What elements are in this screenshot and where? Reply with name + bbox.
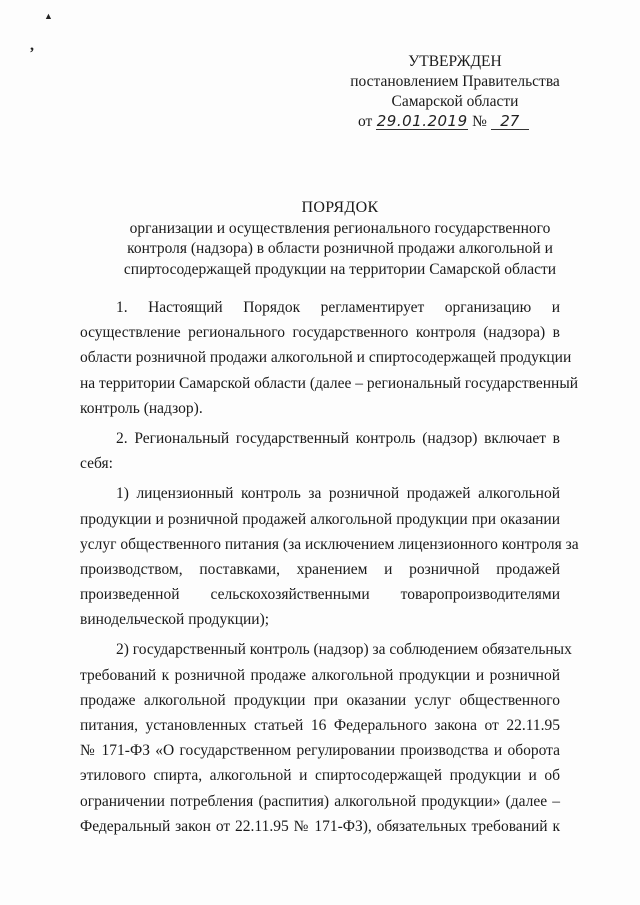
number-prefix: №: [472, 113, 487, 130]
paragraph-line: 2) государственный контроль (надзор) за соблюдением обязательных: [116, 641, 572, 659]
paragraph-line: осуществление регионального государственного контроля (надзора) в: [80, 324, 560, 342]
handwritten-date: 29.01.2019: [376, 112, 468, 130]
paragraph-line: на территории Самарской области (далее – региональный государственный: [80, 374, 579, 392]
paragraph-line: этилового спирта, алкогольной и спиртосодержащей продукции и об: [80, 767, 560, 785]
paragraph-line: себя:: [80, 455, 113, 473]
paragraph-line: 1) лицензионный контроль за розничной продажей алкогольной: [116, 485, 560, 503]
paragraph-line: питания, установленных статьей 16 Федерального закона от 22.11.95: [80, 717, 560, 734]
document-title: [80, 198, 600, 280]
paragraph-line: контроль (надзор).: [80, 399, 203, 417]
paragraph-line: произведенной сельскохозяйственными товаропроизводителями: [80, 586, 560, 604]
approval-date-line: [340, 112, 570, 132]
paragraph-line: продаже алкогольной продукции при оказании услуг общественного: [80, 691, 560, 709]
paragraph-line: услуг общественного питания (за исключением лицензионного контроля за: [80, 535, 579, 553]
scan-mark: ▲: [44, 11, 53, 21]
approval-line-2: Самарской области: [391, 93, 519, 110]
paragraph-line: 2. Региональный государственный контроль (надзор) включает в: [116, 429, 560, 447]
date-prefix: от: [358, 113, 373, 130]
paragraph-line: [80, 839, 560, 864]
paragraph-line: продукции и розничной продажей алкогольной продукции при оказании: [80, 510, 560, 528]
paragraph-line: 1. Настоящий Порядок регламентирует организацию и: [116, 299, 560, 316]
paragraph-line: винодельческой продукции);: [80, 611, 270, 629]
title-line: организации и осуществления регионального государственного: [129, 219, 551, 237]
title-line: контроля (надзора) в области розничной продажи алкогольной и: [127, 240, 553, 257]
paragraph-line: требований к розничной продаже алкогольной продукции и розничной: [80, 666, 560, 684]
paragraph-line: № 171-ФЗ «О государственном регулировании производства и оборота: [80, 742, 560, 760]
title-heading: ПОРЯДОК: [301, 199, 379, 216]
approval-heading: УТВЕРЖДЕН: [408, 53, 502, 70]
scan-mark: ,: [30, 37, 34, 54]
paragraph-line: области розничной продажи алкогольной и спиртосодержащей продукции: [80, 349, 572, 367]
paragraph-line: ограничении потребления (распития) алкогольной продукции» (далее –: [80, 792, 560, 810]
document-body: [80, 295, 579, 864]
paragraph-line: производством, поставками, хранением и розничной продажей: [80, 560, 560, 578]
title-line: спиртосодержащей продукции на территории Самарской области: [123, 260, 557, 278]
approval-line-1: постановлением Правительства: [350, 73, 560, 90]
handwritten-number: 27: [491, 113, 529, 130]
approval-stamp: [340, 52, 570, 132]
paragraph-line: Федеральный закон от 22.11.95 № 171-ФЗ), обязательных требований к: [80, 817, 560, 835]
